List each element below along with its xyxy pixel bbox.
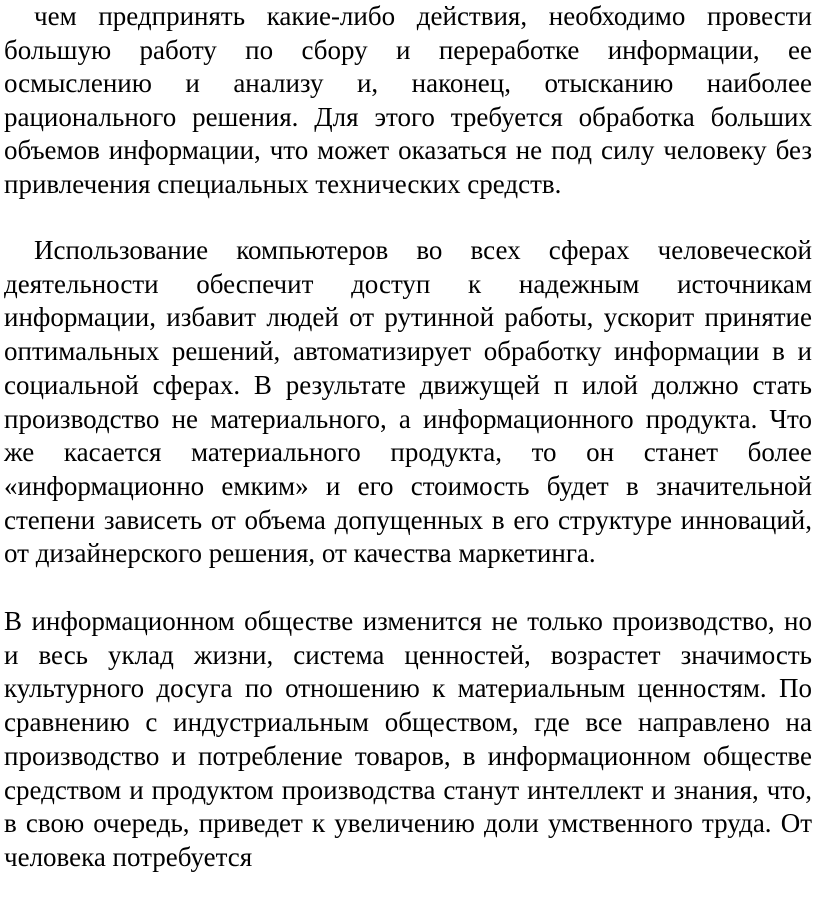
paragraph-3: В информационном обществе изменится не только производство, но и весь уклад жизни, система ценностей, возрастет значимость культурного досуга по отношению к материальным ценностям. По сравнению с индустриальным обществом, где все направлено на производство и потребление товаров, в информационном обществе средством и продуктом производства станут интеллект и знания, что, в свою очередь, приведет к увеличению доли умственного труда. От человека потребуется	[4, 606, 812, 872]
paragraph-1: чем предпринять какие-либо действия, необходимо провести большую работу по сбору и переработке информации, ее осмыслению и анализу и, наконец, отысканию наиболее рационального решения. Для этого требуется обработка больших объемов информации, что может оказаться не под силу человеку без привлечения специальных технических средств.	[4, 1, 812, 199]
paragraph-2: Использование компьютеров во всех сферах человеческой деятельности обеспечит доступ к надежным источникам информации, избавит людей от рутинной работы, ускорит принятие оптимальных решений, автоматизирует обработку информации в и социальной сферах. В результате движущей ᴨ илой должно стать производство не материального, а информационного продукта. Что же касается материального продукта, то он станет более «информационно емким» и его стоимость будет в значительной степени зависеть от объема допущенных в его структуре инноваций, от дизайнерского решения, от качества маркетинга.	[4, 235, 812, 569]
